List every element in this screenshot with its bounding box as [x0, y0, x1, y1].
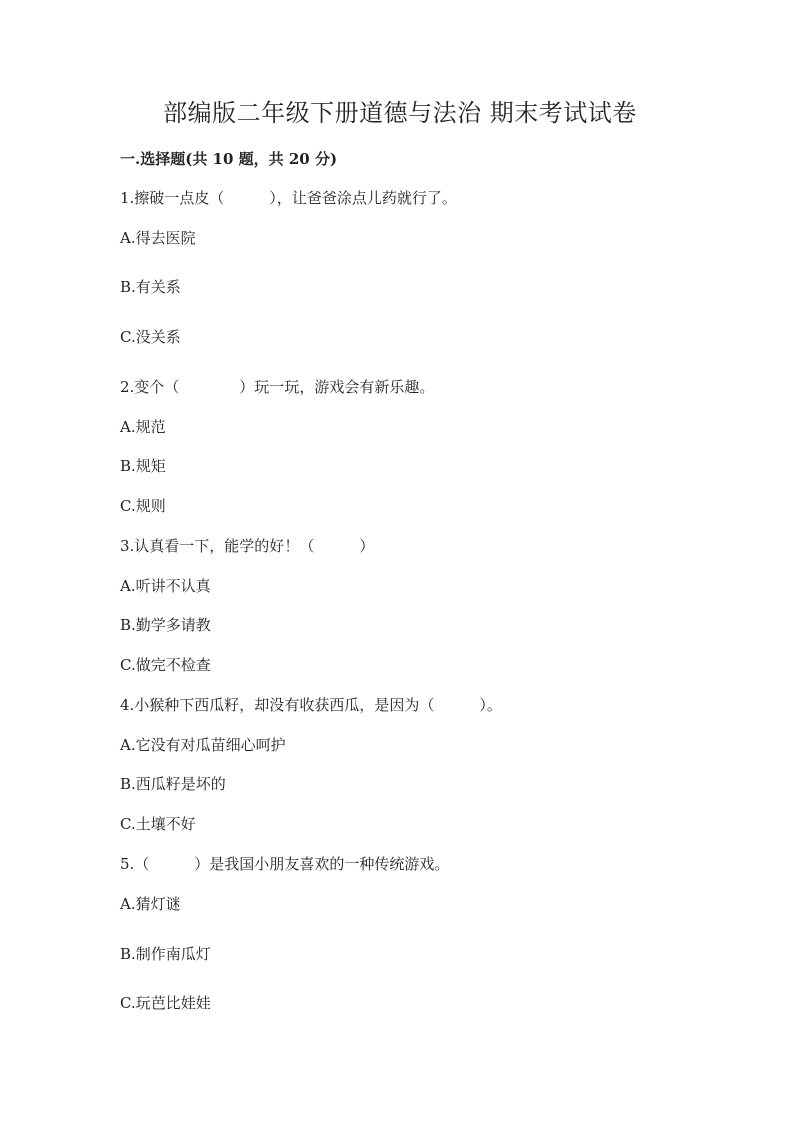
question-2-option-b: B.规矩 [120, 457, 166, 475]
question-4-option-c: C.土壤不好 [120, 815, 196, 833]
question-3-option-c: C.做完不检查 [120, 656, 211, 674]
question-3-option-a: A.听讲不认真 [120, 577, 211, 595]
question-3-stem: 3.认真看一下，能学的好！（ ） [120, 537, 375, 555]
question-5-option-b: B.制作南瓜灯 [120, 945, 211, 963]
question-1-option-c: C.没关系 [120, 328, 181, 346]
question-2-option-c: C.规则 [120, 497, 166, 515]
question-2-stem: 2.变个（ ）玩一玩，游戏会有新乐趣。 [120, 378, 435, 396]
question-1-stem: 1.擦破一点皮（ ），让爸爸涂点儿药就行了。 [120, 189, 457, 207]
question-5-option-c: C.玩芭比娃娃 [120, 994, 211, 1012]
question-5-stem: 5.（ ）是我国小朋友喜欢的一种传统游戏。 [120, 855, 450, 873]
question-3-option-b: B.勤学多请教 [120, 616, 211, 634]
question-4-option-a: A.它没有对瓜苗细心呵护 [120, 736, 286, 754]
question-1-option-a: A.得去医院 [120, 229, 196, 247]
section-header: 一.选择题(共 10 题，共 20 分) [120, 150, 338, 168]
question-5-option-a: A.猜灯谜 [120, 895, 181, 913]
exam-title: 部编版二年级下册道德与法治 期末考试试卷 [163, 99, 637, 127]
question-4-option-b: B.西瓜籽是坏的 [120, 775, 226, 793]
question-1-option-b: B.有关系 [120, 278, 181, 296]
question-4-stem: 4.小猴种下西瓜籽，却没有收获西瓜，是因为（ ）。 [120, 696, 502, 714]
question-2-option-a: A.规范 [120, 418, 166, 436]
